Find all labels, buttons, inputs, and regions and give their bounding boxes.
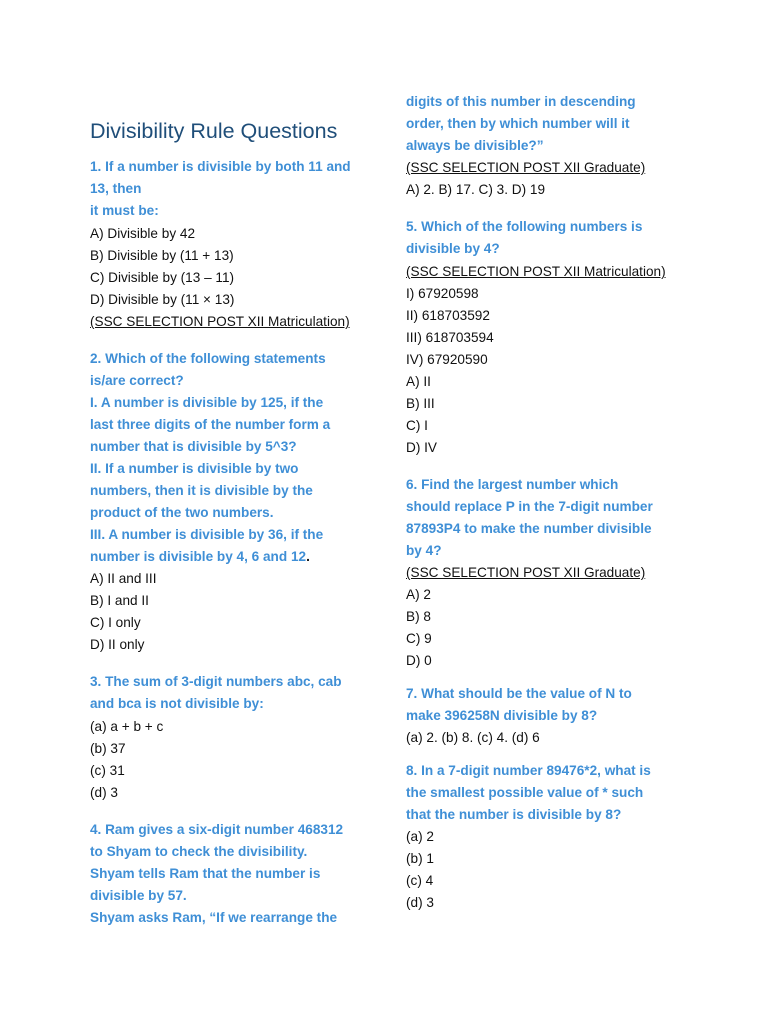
answer-option bbox=[406, 652, 432, 670]
line-text: D) II only bbox=[90, 637, 145, 652]
question-text-line bbox=[406, 685, 632, 703]
line-text: B) III bbox=[406, 396, 435, 411]
line-text: C) I only bbox=[90, 615, 141, 630]
answer-option bbox=[90, 636, 144, 654]
line-text: Shyam asks Ram, “If we rearrange the bbox=[90, 910, 338, 925]
line-text: (SSC SELECTION POST XII Matriculation) bbox=[406, 264, 666, 279]
line-text: C) 9 bbox=[406, 631, 432, 646]
question-text-line bbox=[90, 416, 330, 434]
answer-option bbox=[90, 291, 234, 309]
line-text: 13, then bbox=[90, 181, 142, 196]
question-text-line bbox=[90, 843, 307, 861]
line-text: 5. Which of the following numbers is bbox=[406, 219, 643, 234]
question-text-line bbox=[90, 372, 184, 390]
question-text-line bbox=[90, 909, 337, 927]
answer-option bbox=[90, 762, 125, 780]
line-text: by 4? bbox=[406, 543, 442, 558]
line-text: A) II bbox=[406, 374, 431, 389]
question-text-line bbox=[90, 673, 342, 691]
answer-option bbox=[406, 630, 432, 648]
answer-option bbox=[90, 718, 163, 736]
question-text-line bbox=[90, 548, 310, 566]
question-text-line bbox=[406, 498, 653, 516]
line-text: order, then by which number will it bbox=[406, 116, 630, 131]
line-text: Shyam tells Ram that the number is bbox=[90, 866, 321, 881]
answer-option bbox=[406, 850, 434, 868]
answer-option bbox=[406, 828, 434, 846]
question-text-line bbox=[406, 542, 442, 560]
line-text: divisible by 57. bbox=[90, 888, 187, 903]
answer-option bbox=[406, 729, 540, 747]
answer-option bbox=[406, 417, 428, 435]
line-text: (a) 2 bbox=[406, 829, 434, 844]
line-text: 2. Which of the following statements bbox=[90, 351, 326, 366]
source-citation bbox=[406, 564, 645, 582]
question-text-line bbox=[90, 460, 298, 478]
line-text: I. A number is divisible by 125, if the bbox=[90, 395, 324, 410]
line-text: number is divisible by 4, 6 and 12 bbox=[90, 549, 307, 564]
answer-option bbox=[406, 608, 431, 626]
answer-option bbox=[90, 614, 141, 632]
question-text-line bbox=[90, 158, 351, 176]
line-text: 8. In a 7-digit number 89476*2, what is bbox=[406, 763, 651, 778]
answer-option bbox=[406, 307, 490, 325]
source-citation bbox=[90, 313, 350, 331]
line-text: (d) 3 bbox=[406, 895, 434, 910]
line-text: 7. What should be the value of N to bbox=[406, 686, 632, 701]
line-text: numbers, then it is divisible by the bbox=[90, 483, 313, 498]
line-text: the smallest possible value of * such bbox=[406, 785, 644, 800]
line-text: B) I and II bbox=[90, 593, 149, 608]
line-text: (c) 31 bbox=[90, 763, 125, 778]
line-text: should replace P in the 7-digit number bbox=[406, 499, 653, 514]
line-text: to Shyam to check the divisibility. bbox=[90, 844, 308, 859]
line-text: I) 67920598 bbox=[406, 286, 479, 301]
question-text-line bbox=[406, 93, 636, 111]
question-text-line bbox=[90, 865, 320, 883]
line-text: 4. Ram gives a six-digit number 468312 bbox=[90, 822, 344, 837]
line-text: II. If a number is divisible by two bbox=[90, 461, 299, 476]
question-text-line bbox=[90, 887, 187, 905]
line-text: 87893P4 to make the number divisible bbox=[406, 521, 652, 536]
line-text: III) 618703594 bbox=[406, 330, 494, 345]
answer-option bbox=[406, 586, 431, 604]
line-text: C) I bbox=[406, 418, 428, 433]
line-text: is/are correct? bbox=[90, 373, 184, 388]
answer-option bbox=[90, 269, 234, 287]
answer-option bbox=[90, 225, 195, 243]
question-text-line bbox=[90, 695, 264, 713]
question-text-line bbox=[406, 218, 642, 236]
page-title: Divisibility Rule Questions bbox=[90, 119, 338, 143]
question-text-line bbox=[406, 137, 544, 155]
question-text-line bbox=[90, 180, 141, 198]
line-text: (SSC SELECTION POST XII Matriculation) bbox=[90, 314, 350, 329]
line-text: IV) 67920590 bbox=[406, 352, 488, 367]
line-text: always be divisible?” bbox=[406, 138, 544, 153]
line-text: A) Divisible by 42 bbox=[90, 226, 196, 241]
question-text-line bbox=[406, 806, 621, 824]
line-text: it must be: bbox=[90, 203, 159, 218]
answer-option bbox=[406, 181, 545, 199]
question-text-line bbox=[406, 476, 618, 494]
answer-option bbox=[406, 351, 488, 369]
answer-option bbox=[406, 285, 479, 303]
line-text: digits of this number in descending bbox=[406, 94, 636, 109]
line-text: make 396258N divisible by 8? bbox=[406, 708, 598, 723]
line-text: (a) a + b + c bbox=[90, 719, 164, 734]
line-text: B) 8 bbox=[406, 609, 431, 624]
line-text: 1. If a number is divisible by both 11 and bbox=[90, 159, 351, 174]
question-text-line bbox=[406, 762, 651, 780]
line-text: 3. The sum of 3-digit numbers abc, cab bbox=[90, 674, 342, 689]
line-text: (d) 3 bbox=[90, 785, 118, 800]
question-text-line bbox=[90, 394, 323, 412]
line-text: III. A number is divisible by 36, if the bbox=[90, 527, 324, 542]
line-text: D) 0 bbox=[406, 653, 432, 668]
line-text: D) IV bbox=[406, 440, 437, 455]
question-text-line bbox=[90, 504, 274, 522]
answer-option bbox=[406, 872, 433, 890]
line-tail: . bbox=[306, 549, 310, 564]
line-text: (a) 2. (b) 8. (c) 4. (d) 6 bbox=[406, 730, 540, 745]
answer-option bbox=[406, 894, 434, 912]
line-text: product of the two numbers. bbox=[90, 505, 274, 520]
answer-option bbox=[406, 373, 431, 391]
line-text: number that is divisible by 5^3? bbox=[90, 439, 297, 454]
line-text: (SSC SELECTION POST XII Graduate) bbox=[406, 565, 646, 580]
line-text: divisible by 4? bbox=[406, 241, 500, 256]
question-text-line bbox=[406, 520, 652, 538]
answer-option bbox=[90, 784, 118, 802]
answer-option bbox=[406, 329, 494, 347]
line-text: B) Divisible by (11 + 13) bbox=[90, 248, 234, 263]
line-text: A) 2 bbox=[406, 587, 431, 602]
source-citation bbox=[406, 263, 666, 281]
line-text: that the number is divisible by 8? bbox=[406, 807, 622, 822]
question-text-line bbox=[90, 350, 326, 368]
line-text: (c) 4 bbox=[406, 873, 434, 888]
line-text: (b) 1 bbox=[406, 851, 434, 866]
line-text: last three digits of the number form a bbox=[90, 417, 331, 432]
question-text-line bbox=[406, 240, 500, 258]
line-text: D) Divisible by (11 × 13) bbox=[90, 292, 235, 307]
question-text-line bbox=[406, 707, 597, 725]
answer-option bbox=[90, 740, 126, 758]
question-text-line bbox=[406, 115, 630, 133]
line-text: and bca is not divisible by: bbox=[90, 696, 264, 711]
answer-option bbox=[90, 592, 149, 610]
source-citation bbox=[406, 159, 645, 177]
line-text: A) II and III bbox=[90, 571, 157, 586]
line-text: 6. Find the largest number which bbox=[406, 477, 619, 492]
answer-option bbox=[406, 395, 435, 413]
question-text-line bbox=[406, 784, 643, 802]
answer-option bbox=[406, 439, 437, 457]
question-text-line bbox=[90, 438, 297, 456]
question-text-line bbox=[90, 821, 343, 839]
question-text-line bbox=[90, 482, 313, 500]
line-text: II) 618703592 bbox=[406, 308, 490, 323]
question-text-line bbox=[90, 526, 323, 544]
line-text: A) 2. B) 17. C) 3. D) 19 bbox=[406, 182, 546, 197]
answer-option bbox=[90, 247, 234, 265]
line-text: (b) 37 bbox=[90, 741, 126, 756]
question-text-line bbox=[90, 202, 159, 220]
line-text: (SSC SELECTION POST XII Graduate) bbox=[406, 160, 646, 175]
answer-option bbox=[90, 570, 157, 588]
line-text: C) Divisible by (13 – 11) bbox=[90, 270, 235, 285]
